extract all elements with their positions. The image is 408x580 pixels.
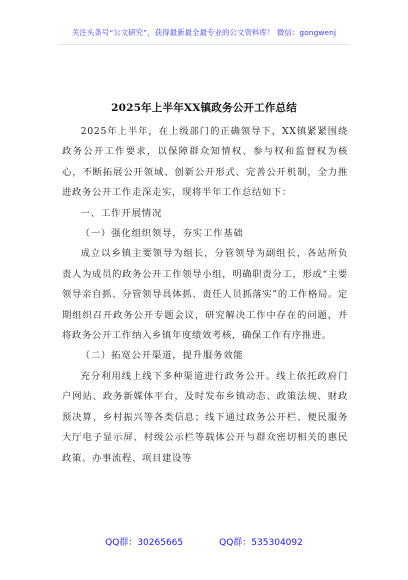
document-body (62, 122, 348, 469)
document-title: 2025年上半年XX镇政务公开工作总结 (111, 102, 297, 114)
subsection-heading: （一）强化组织领导，夯实工作基础 (80, 228, 244, 240)
body-paragraph: 成立以乡镇主要领导为组长，分管领导为副组长，各站所负责人为成员的政务公开工作领导小组，明确职责分工，形成“主要领导亲自抓、分管领导具体抓、责任人员抓落实”的工作格局。定期组织召开政务公开专题会议，研究解决工作中存在的问题，并将政务公开工作纳入乡镇年度绩效考核，确保工作有序推进。 (62, 248, 348, 342)
intro-paragraph: 2025年上半年，在上级部门的正确领导下，XX镇紧紧围绕政务公开工作要求，以保障群众知情权、参与权和监督权为核心，不断拓展公开领域、创新公开形式、完善公开机制，全力推进政务公开工作走深走实，现将半年工作总结如下： (62, 126, 348, 199)
header-divider (60, 44, 348, 45)
section-heading: 一、工作开展情况 (80, 207, 163, 219)
header-banner: 关注头条号“公文研究”，获得最新最全最专业的公文资料库！ 微信：gongwenj (71, 28, 337, 37)
body-paragraph: 充分利用线上线下多种渠道进行政务公开。线上依托政府门户网站、政务新媒体平台，及时发布乡镇动态、政策法规、财政预决算、乡村振兴等各类信息；线下通过政务公开栏、便民服务大厅电子显示屏、村级公示栏等载体公开与群众密切相关的惠民政策、办事流程、项目建设等 (62, 370, 348, 464)
qq-group-1: QQ群：30265665 (105, 538, 184, 548)
footer (0, 535, 408, 548)
subsection-heading: （二）拓宽公开渠道，提升服务效能 (80, 350, 244, 362)
qq-group-2: QQ群：535304092 (219, 538, 303, 548)
